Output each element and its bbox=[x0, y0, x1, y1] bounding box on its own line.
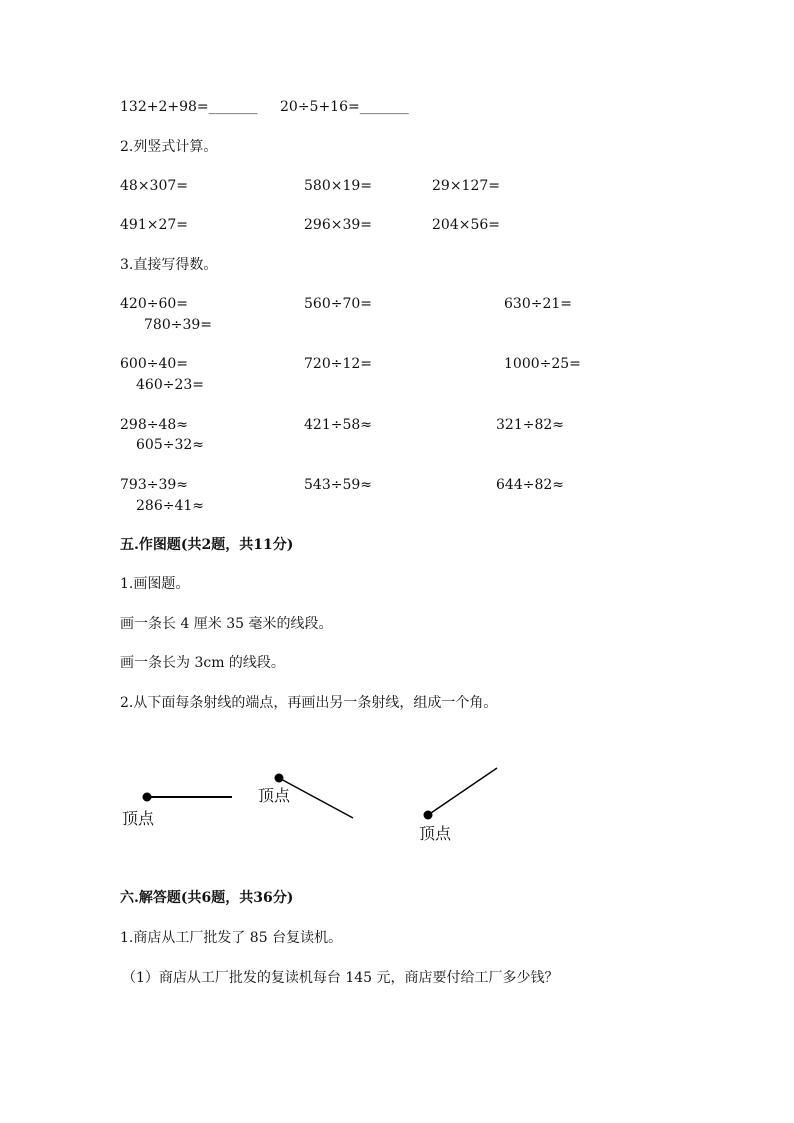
s5-q1-title: 1.画图题。 bbox=[120, 576, 190, 592]
q3-item: 600÷40= bbox=[120, 356, 188, 372]
vertex-label-3: 顶点 bbox=[419, 824, 452, 843]
q3-item: 460÷23= bbox=[136, 377, 204, 393]
section-5-heading: 五.作图题(共2题，共11分) bbox=[120, 537, 294, 553]
q3-item: 420÷60= bbox=[120, 296, 188, 312]
q3-item: 543÷59≈ bbox=[304, 477, 372, 493]
q3-item: 286÷41≈ bbox=[136, 498, 204, 514]
q2-item: 29×127= bbox=[432, 178, 500, 194]
q3-item: 321÷82≈ bbox=[496, 417, 564, 433]
s5-q1-line1: 画一条长 4 厘米 35 毫米的线段。 bbox=[120, 616, 333, 632]
ray-3 bbox=[428, 768, 497, 815]
vertex-dot-3 bbox=[424, 811, 433, 820]
q3-item: 644÷82≈ bbox=[496, 477, 564, 493]
q2-item: 204×56= bbox=[432, 217, 500, 233]
vertex-dot-2 bbox=[275, 774, 284, 783]
q3-item: 793÷39≈ bbox=[120, 477, 188, 493]
q2-item: 580×19= bbox=[304, 178, 372, 194]
expression-1: 132+2+98=_______ bbox=[120, 99, 258, 115]
s5-q1-line2: 画一条长为 3cm 的线段。 bbox=[120, 655, 285, 671]
q2-item: 491×27= bbox=[120, 217, 188, 233]
s6-q1-sub1: （1）商店从工厂批发的复读机每台 145 元，商店要付给工厂多少钱？ bbox=[122, 970, 559, 986]
ray-2 bbox=[279, 778, 353, 818]
q2-title: 2.列竖式计算。 bbox=[120, 139, 218, 155]
s6-q1-title: 1.商店从工厂批发了 85 台复读机。 bbox=[120, 930, 343, 946]
s5-q2-title: 2.从下面每条射线的端点，再画出另一条射线，组成一个角。 bbox=[120, 695, 498, 711]
vertex-label-2: 顶点 bbox=[258, 786, 291, 805]
q3-item: 720÷12= bbox=[304, 356, 372, 372]
vertex-label-1: 顶点 bbox=[122, 809, 155, 828]
q3-item: 780÷39= bbox=[144, 317, 212, 333]
section-6-heading: 六.解答题(共6题，共36分) bbox=[120, 890, 294, 906]
q3-item: 560÷70= bbox=[304, 296, 372, 312]
q3-item: 630÷21= bbox=[504, 296, 572, 312]
q2-item: 296×39= bbox=[304, 217, 372, 233]
q3-title: 3.直接写得数。 bbox=[120, 257, 218, 273]
q3-item: 605÷32≈ bbox=[136, 437, 204, 453]
q3-item: 298÷48≈ bbox=[120, 417, 188, 433]
vertex-dot-1 bbox=[143, 793, 152, 802]
q3-item: 1000÷25= bbox=[504, 356, 581, 372]
q2-item: 48×307= bbox=[120, 178, 188, 194]
q3-item: 421÷58≈ bbox=[304, 417, 372, 433]
expression-2: 20÷5+16=_______ bbox=[280, 99, 409, 115]
